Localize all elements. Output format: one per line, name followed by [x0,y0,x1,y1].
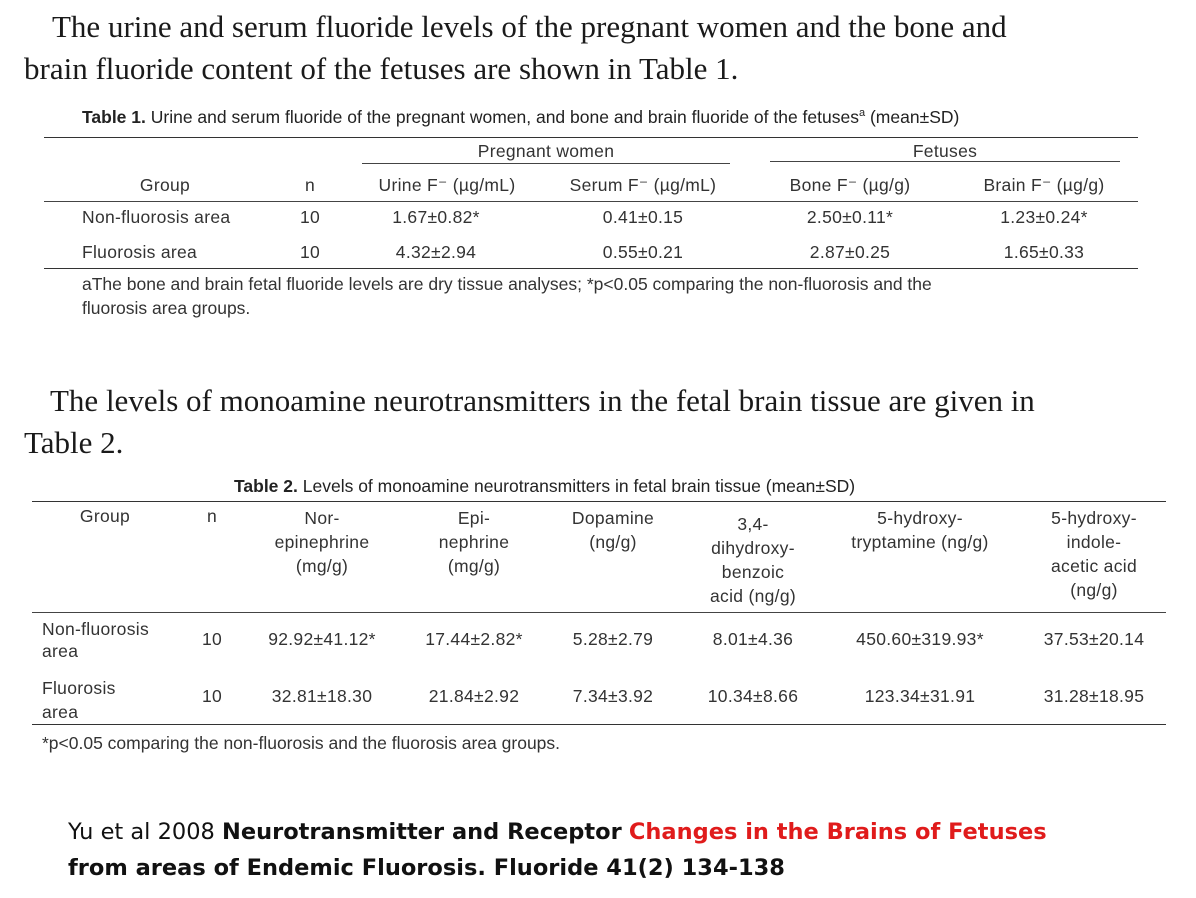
table-1-top-rule [44,137,1138,138]
table-2-header-epinephrine [404,506,544,578]
table-2-row-2-n: 10 [201,686,223,706]
citation-line-2-text: from areas of Endemic Fluorosis. Fluoride 41(2) 134-138 [68,855,785,881]
ht-h2: tryptamine (ng/g) [851,532,989,552]
ht-h1: 5-hydroxy- [877,508,963,528]
table-2-bottom-rule [32,724,1166,725]
table-2-row-1-ne: 92.92±41.12* [268,629,376,649]
hiaa-h2: indole- [1066,532,1122,552]
table-1-row-1-n: 10 [299,207,321,227]
dopa-h2: (ng/g) [589,532,637,552]
table-1-footnote [82,272,932,320]
t2r2-g2: area [42,702,79,722]
epi-h2: nephrine [438,532,510,552]
ne-h3: (mg/g) [295,556,349,576]
table-2-header-dopamine [548,506,678,554]
table-2-top-rule [32,501,1166,502]
table-2-footnote: *p<0.05 comparing the non-fluorosis and the fluorosis area groups. [42,733,561,753]
hiaa-h4: (ng/g) [1070,580,1118,600]
table-2-header-norepinephrine [242,506,402,578]
table-1-row-2-serum: 0.55±0.21 [602,242,684,262]
table-1-row-2-group: Fluorosis area [82,242,198,262]
table-1-header-group: Group [139,175,191,195]
citation-line-1 [68,814,1047,850]
table-2-label: Table 2. [234,476,298,496]
ne-h2: epinephrine [274,532,370,552]
intro-1-line-1: The urine and serum fluoride levels of the pregnant women and the bone and [52,9,1007,44]
citation-line-2 [68,850,1047,886]
dhba-h4: acid (ng/g) [710,586,796,606]
table-2-row-1-dopa: 5.28±2.79 [572,629,654,649]
table-1-row-2-bone: 2.87±0.25 [809,242,891,262]
table-2-caption [234,476,855,497]
citation-title-red: Changes in the Brains of Fetuses [628,819,1047,845]
hiaa-h1: 5-hydroxy- [1051,508,1137,528]
epi-h3: (mg/g) [447,556,501,576]
table-1-title-sup: a [858,107,866,120]
table-1-bottom-rule [44,268,1138,269]
intro-1-line-2: brain fluoride content of the fetuses are shown in Table 1. [24,51,739,86]
table-1-pregnant-rule [362,163,730,164]
t2r1-g2: area [42,641,79,661]
table-1-header-urine: Urine F⁻ (µg/mL) [378,175,516,195]
table-1-caption [82,107,959,128]
table-1-row-1-group: Non-fluorosis area [82,207,231,227]
table-1-footnote-line-2: fluorosis area groups. [82,298,251,318]
table-2-row-1-group [42,618,149,662]
table-2-header-5ht [830,506,1010,554]
dhba-h3: benzoic [721,562,785,582]
table-2-row-2-ne: 32.81±18.30 [271,686,373,706]
citation-title-black: Neurotransmitter and Receptor [222,819,622,845]
table-2-row-2-5hiaa: 31.28±18.95 [1043,686,1145,706]
table-2-header-dhba [690,512,816,608]
table-1-row-2-brain: 1.65±0.33 [1003,242,1085,262]
citation [68,814,1047,886]
intro-paragraph-1 [24,6,1007,90]
table-1-group-pregnant: Pregnant women [477,141,615,161]
dhba-h1: 3,4- [737,514,769,534]
table-1-group-fetuses: Fetuses [912,141,978,161]
table-2-row-2-group [42,676,116,724]
table-1-row-2-urine: 4.32±2.94 [395,242,477,262]
table-2-header-n: n [206,506,218,526]
ne-h1: Nor- [304,508,340,528]
table-1-header-n: n [304,175,316,195]
table-2-row-1-5hiaa: 37.53±20.14 [1043,629,1145,649]
table-2-header-group: Group [79,506,131,526]
table-2-row-1-n: 10 [201,629,223,649]
t2r1-g1: Non-fluorosis [42,619,149,639]
table-1-header-rule [44,201,1138,202]
table-1-row-2-n: 10 [299,242,321,262]
epi-h1: Epi- [457,508,491,528]
hiaa-h3: acetic acid [1051,556,1137,576]
table-2-row-2-epi: 21.84±2.92 [428,686,520,706]
table-1-header-bone: Bone F⁻ (µg/g) [789,175,911,195]
intro-2-line-1: The levels of monoamine neurotransmitters in the fetal brain tissue are given in [50,383,1035,418]
table-2-header-rule [32,612,1166,613]
table-1-row-1-brain: 1.23±0.24* [1000,207,1088,227]
table-1-fetuses-rule [770,161,1120,162]
table-1-footnote-line-1: aThe bone and brain fetal fluoride levels are dry tissue analyses; *p<0.05 comparing the non-fluorosis and the [82,274,932,294]
table-2-row-1-epi: 17.44±2.82* [425,629,523,649]
intro-2-line-2: Table 2. [24,425,124,460]
table-2-row-2-5ht: 123.34±31.91 [864,686,976,706]
t2r2-g1: Fluorosis [42,678,116,698]
table-1-label: Table 1. [82,107,146,127]
dopa-h1: Dopamine [571,508,655,528]
table-1-header-serum: Serum F⁻ (µg/mL) [569,175,717,195]
table-2-row-1-5ht: 450.60±319.93* [856,629,984,649]
table-1-row-1-serum: 0.41±0.15 [602,207,684,227]
citation-authors: Yu et al 2008 [68,819,215,845]
table-2-title: Levels of monoamine neurotransmitters in fetal brain tissue (mean±SD) [302,476,856,496]
table-1-title: Urine and serum fluoride of the pregnant women, and bone and brain fluoride of the fetuses [150,107,859,127]
intro-paragraph-2 [24,380,1035,464]
table-2-row-1-dhba: 8.01±4.36 [712,629,794,649]
dhba-h2: dihydroxy- [711,538,795,558]
table-2-row-2-dhba: 10.34±8.66 [707,686,799,706]
table-2-row-2-dopa: 7.34±3.92 [572,686,654,706]
table-1-header-brain: Brain F⁻ (µg/g) [983,175,1105,195]
table-1-row-1-urine: 1.67±0.82* [392,207,480,227]
table-1-row-1-bone: 2.50±0.11* [806,207,894,227]
table-2-header-5hiaa [1024,506,1164,602]
table-1-title-tail: (mean±SD) [869,107,960,127]
